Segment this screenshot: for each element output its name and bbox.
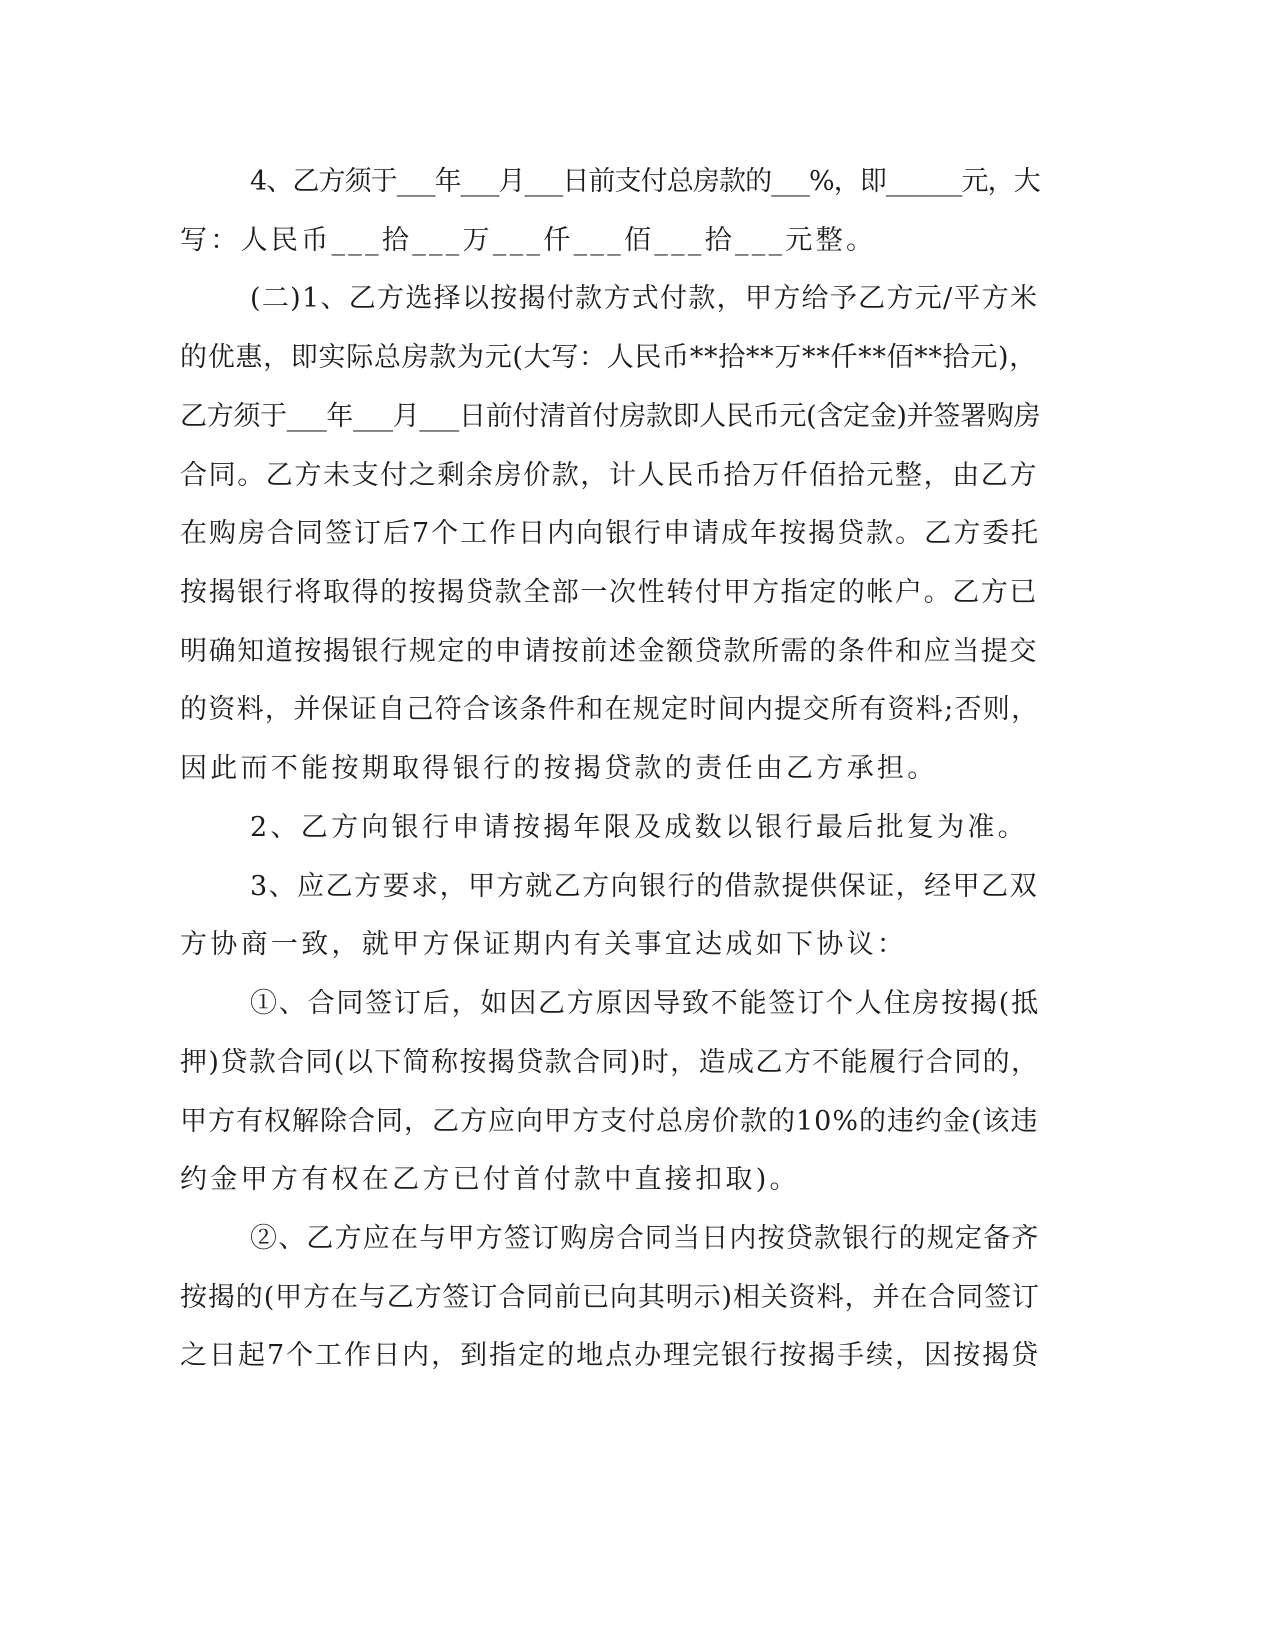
text-line: 之日起7个工作日内，到指定的地点办理完银行按揭手续，因按揭贷 bbox=[180, 1340, 1041, 1371]
text-line: ①、合同签订后，如因乙方原因导致不能签订个人住房按揭(抵 bbox=[250, 988, 1040, 1019]
text-line: 的资料，并保证自己符合该条件和在规定时间内提交所有资料;否则， bbox=[180, 694, 1040, 725]
text-line: 甲方有权解除合同，乙方应向甲方支付总房价款的10%的违约金(该违 bbox=[180, 1106, 1039, 1137]
text-line: 按揭的(甲方在与乙方签订合同前已向其明示)相关资料，并在合同签订 bbox=[180, 1282, 1040, 1313]
text-line: 按揭银行将取得的按揭贷款全部一次性转付甲方指定的帐户。乙方已 bbox=[180, 577, 1038, 608]
text-line: 方协商一致，就甲方保证期内有关事宜达成如下协议： bbox=[180, 929, 908, 960]
text-line: 3、应乙方要求，甲方就乙方向银行的借款提供保证，经甲乙双 bbox=[250, 871, 1039, 902]
text-line: 合同。乙方未支付之剩余房价款，计人民币拾万仟佰拾元整，由乙方 bbox=[180, 460, 1038, 491]
text-line: 的优惠，即实际总房款为元(大写：人民币**拾**万**仟**佰**拾元)， bbox=[180, 342, 1037, 373]
text-line: 明确知道按揭银行规定的申请按前述金额贷款所需的条件和应当提交 bbox=[180, 636, 1038, 667]
text-line: 因此而不能按期取得银行的按揭贷款的责任由乙方承担。 bbox=[180, 753, 938, 784]
text-line: 约金甲方有权在乙方已付首付款中直接扣取)。 bbox=[180, 1164, 800, 1195]
text-line: ②、乙方应在与甲方签订购房合同当日内按贷款银行的规定备齐 bbox=[250, 1223, 1040, 1254]
text-line: 写：人民币___拾___万___仟___佰___拾___元整。 bbox=[180, 225, 877, 256]
text-line: (二)1、乙方选择以按揭付款方式付款，甲方给予乙方元/平方米 bbox=[250, 283, 1039, 314]
text-line: 2、乙方向银行申请按揭年限及成数以银行最后批复为准。 bbox=[250, 812, 1028, 843]
text-line: 在购房合同签订后7个工作日内向银行申请成年按揭贷款。乙方委托 bbox=[180, 518, 1041, 549]
text-line: 乙方须于___年___月___日前付清首付房款即人民币元(含定金)并签署购房 bbox=[180, 401, 1041, 432]
text-line: 4、乙方须于___年___月___日前支付总房款的___%，即______元，大 bbox=[250, 166, 1040, 197]
text-line: 押)贷款合同(以下简称按揭贷款合同)时，造成乙方不能履行合同的， bbox=[180, 1047, 1040, 1078]
